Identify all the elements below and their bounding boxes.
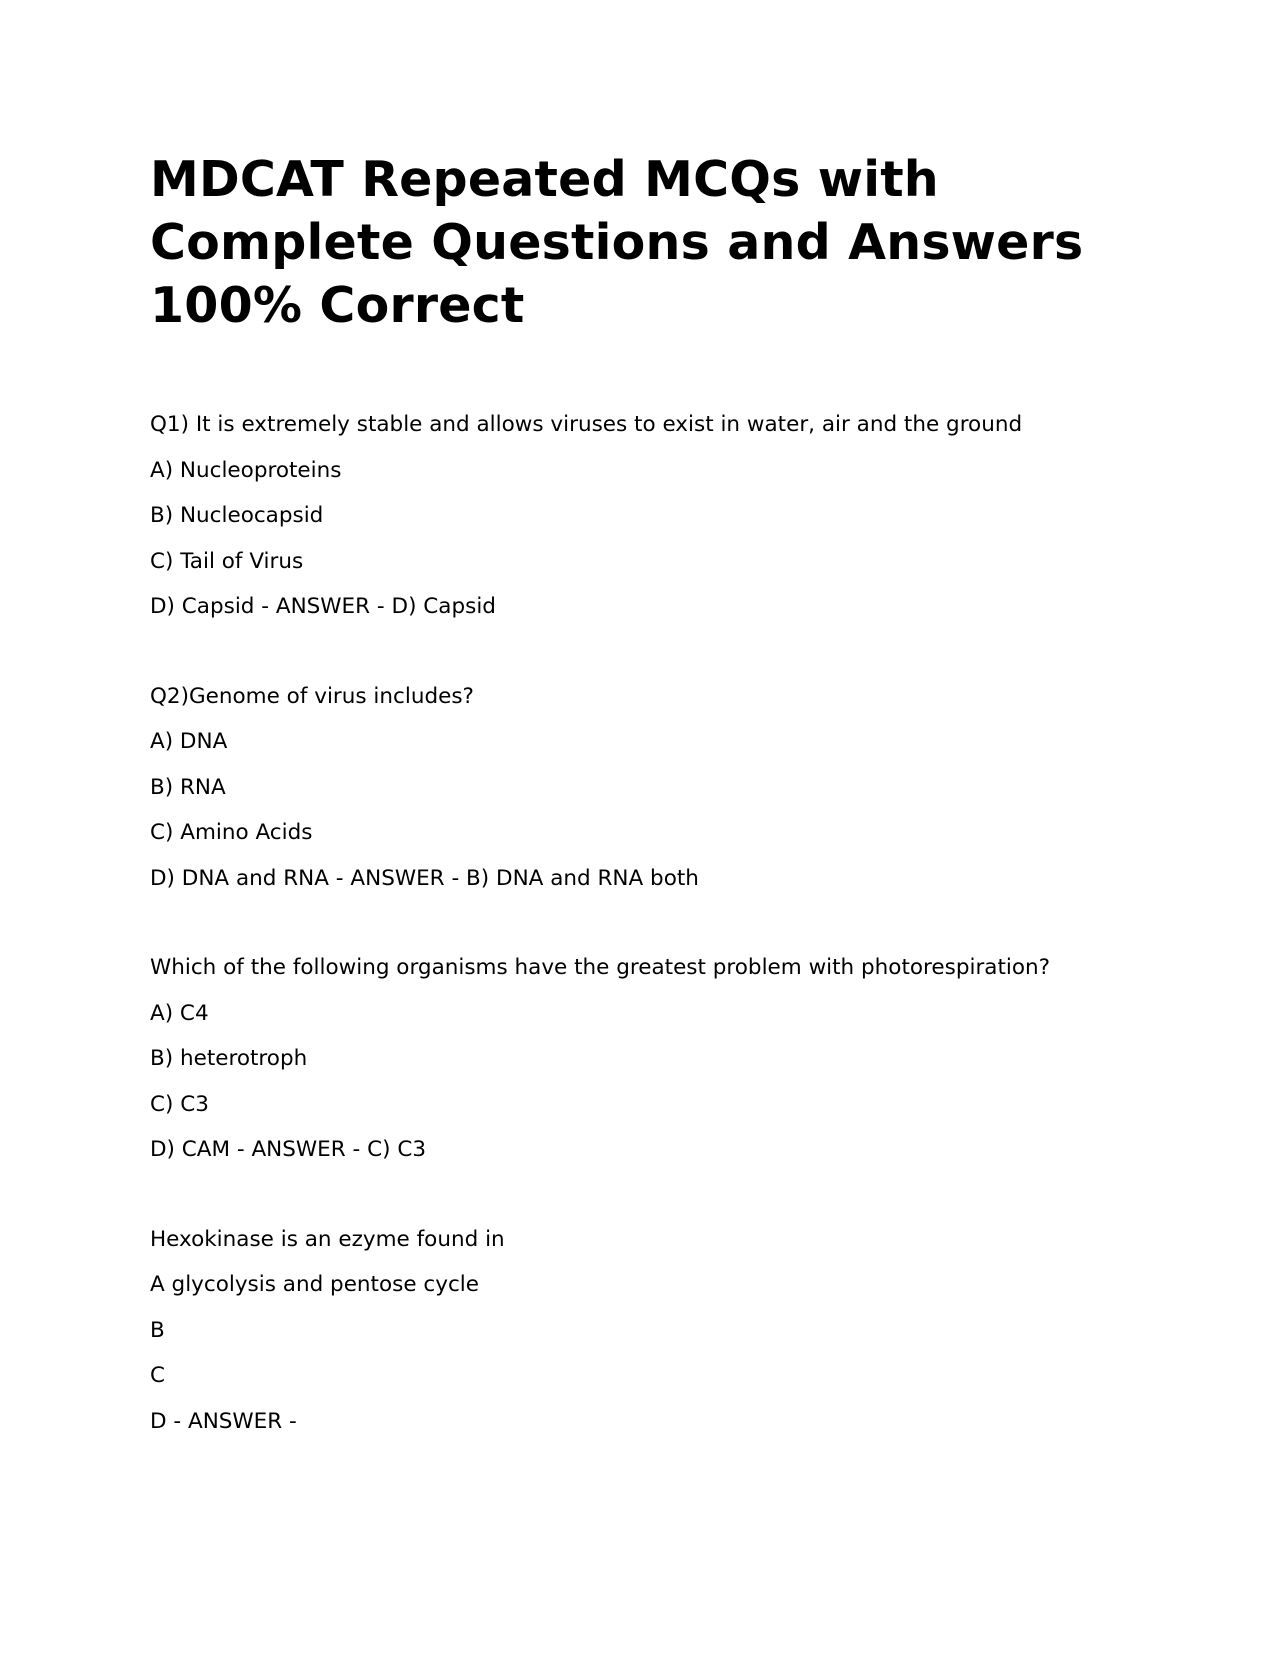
option-c: C) Tail of Virus — [150, 548, 304, 574]
option-d-answer: D) CAM - ANSWER - C) C3 — [150, 1137, 427, 1162]
question-text: Q2)Genome of virus includes? — [150, 683, 474, 709]
option-c: C — [150, 1363, 166, 1388]
question-block-2 — [150, 674, 1150, 902]
option-b: B — [150, 1317, 165, 1343]
question-list — [150, 402, 1150, 1444]
question-text: Hexokinase is an ezyme found in — [150, 1226, 505, 1252]
option-b: B) RNA — [150, 774, 226, 800]
option-b: B) heterotroph — [150, 1046, 308, 1071]
option-b: B) Nucleocapsid — [150, 503, 324, 528]
option-a: A) C4 — [150, 1000, 209, 1026]
option-d-answer: D - ANSWER - — [150, 1408, 297, 1434]
option-d-answer: D) DNA and RNA - ANSWER - B) DNA and RNA both — [150, 865, 699, 891]
option-a: A) Nucleoproteins — [150, 457, 342, 483]
option-c: C) Amino Acids — [150, 820, 313, 845]
option-d-answer: D) Capsid - ANSWER - D) Capsid — [150, 594, 496, 619]
question-text: Q1) It is extremely stable and allows viruses to exist in water, air and the ground — [150, 412, 1023, 437]
question-block-3 — [150, 945, 1150, 1173]
question-block-4 — [150, 1217, 1150, 1445]
document-page — [150, 148, 1150, 1488]
option-a: A) DNA — [150, 729, 228, 754]
option-c: C) C3 — [150, 1091, 209, 1117]
document-title: MDCAT Repeated MCQs with Complete Questions and Answers 100% Correct — [150, 151, 1084, 334]
question-block-1 — [150, 402, 1150, 630]
option-a: A glycolysis and pentose cycle — [150, 1272, 479, 1297]
question-text: Which of the following organisms have the greatest problem with photorespiration? — [150, 955, 1051, 980]
